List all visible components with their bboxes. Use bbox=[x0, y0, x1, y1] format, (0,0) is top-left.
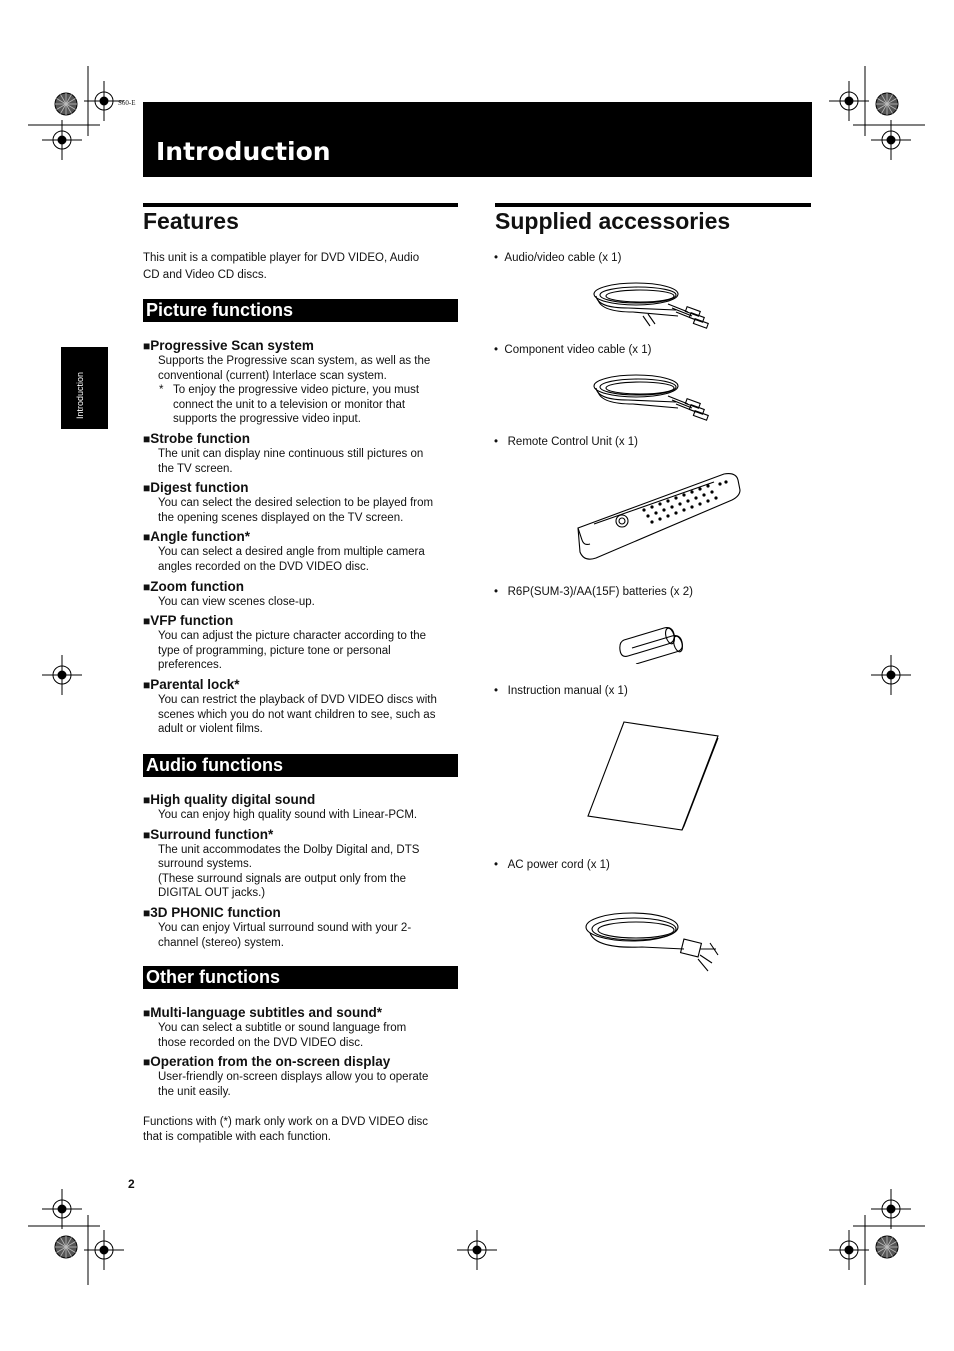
feature-item-description: You can enjoy high quality sound with Linear-PCM. bbox=[158, 809, 418, 821]
feature-item-description: You can restrict the playback of DVD VIDEO discs with scenes which you do not want children to see, such as adult or violent films. bbox=[158, 693, 437, 736]
footnote: Functions with (*) mark only work on a DVD VIDEO disc that is compatible with each function. bbox=[143, 1116, 429, 1143]
features-heading: Features bbox=[143, 208, 239, 234]
registration-crosshair bbox=[829, 81, 869, 121]
feature-item bbox=[143, 613, 463, 673]
component-video-cable-icon bbox=[588, 370, 718, 425]
feature-item bbox=[143, 579, 463, 610]
registration-crosshair bbox=[42, 1189, 82, 1229]
bullet-square-icon: ■ bbox=[143, 431, 151, 446]
bullet-square-icon: ■ bbox=[143, 905, 151, 920]
picture-functions-heading: Picture functions bbox=[143, 299, 458, 322]
other-functions-list bbox=[143, 1005, 458, 1103]
feature-item-description: The unit can display nine continuous still pictures on the TV screen. bbox=[158, 447, 424, 475]
feature-item-title: ■Angle function* bbox=[143, 529, 250, 545]
feature-item-description: You can select a desired angle from multiple camera angles recorded on the DVD VIDEO disc. bbox=[158, 546, 425, 573]
feature-item bbox=[143, 480, 463, 525]
feature-item bbox=[143, 529, 463, 574]
bullet-square-icon: ■ bbox=[143, 481, 151, 496]
bullet-square-icon: ■ bbox=[143, 793, 151, 807]
remote-control-icon bbox=[574, 466, 744, 566]
accessory-item: • Component video cable (x 1) bbox=[494, 344, 652, 356]
feature-item-title: ■Surround function* bbox=[143, 826, 274, 842]
feature-item-title: ■Zoom function bbox=[143, 578, 244, 594]
feature-item bbox=[143, 1054, 458, 1099]
registration-dial bbox=[876, 1236, 898, 1258]
feature-item-title: ■Multi-language subtitles and sound* bbox=[143, 1005, 383, 1020]
asterisk-marker: * bbox=[159, 384, 164, 397]
registration-crosshair bbox=[457, 1230, 497, 1270]
feature-item-description: You can adjust the picture character according to the type of programming, picture tone or personal preferences. bbox=[158, 630, 427, 672]
bullet-square-icon: ■ bbox=[143, 1055, 151, 1070]
feature-item bbox=[143, 1005, 458, 1050]
accessory-item: • AC power cord (x 1) bbox=[494, 859, 610, 871]
bullet-square-icon: ■ bbox=[143, 677, 151, 692]
feature-item-description: Supports the Progressive scan system, as well as the conventional (current) Interlace scan system. bbox=[158, 355, 431, 382]
side-tab bbox=[61, 347, 108, 429]
registration-dial bbox=[55, 93, 77, 115]
side-tab-label: Introduction bbox=[75, 371, 85, 419]
feature-item bbox=[143, 431, 463, 476]
accessories-heading: Supplied accessories bbox=[495, 208, 731, 234]
page-number: 2 bbox=[128, 1177, 135, 1191]
bullet-square-icon: ■ bbox=[143, 614, 151, 629]
registration-crosshair bbox=[871, 655, 911, 695]
bullet-square-icon: ■ bbox=[143, 579, 151, 594]
feature-item bbox=[143, 905, 458, 950]
registration-crosshair bbox=[871, 1189, 911, 1229]
feature-item-description: User-friendly on-screen displays allow you to operate the unit easily. bbox=[158, 1071, 429, 1098]
feature-item-title: ■High quality digital sound bbox=[143, 792, 316, 807]
accessory-item: • R6P(SUM-3)/AA(15F) batteries (x 2) bbox=[494, 586, 693, 598]
feature-item bbox=[143, 827, 458, 901]
audio-functions-heading: Audio functions bbox=[143, 754, 458, 777]
feature-item-title: ■VFP function bbox=[143, 613, 234, 629]
audio-functions-list bbox=[143, 792, 458, 954]
registration-dial bbox=[876, 93, 898, 115]
registration-crosshair bbox=[42, 120, 82, 160]
feature-item bbox=[143, 677, 463, 737]
feature-item-title: ■Operation from the on-screen display bbox=[143, 1054, 391, 1070]
batteries-icon bbox=[618, 622, 688, 664]
feature-item-title: ■Parental lock* bbox=[143, 676, 240, 692]
feature-item-title: ■Strobe function bbox=[143, 430, 250, 446]
features-intro: This unit is a compatible player for DVD VIDEO, Audio CD and Video CD discs. bbox=[143, 252, 420, 281]
feature-item-description: You can view scenes close-up. bbox=[158, 595, 315, 608]
picture-functions-list bbox=[143, 338, 463, 741]
registration-dial bbox=[55, 1236, 77, 1258]
feature-item-title: ■3D PHONIC function bbox=[143, 904, 281, 920]
page-code: S60-E bbox=[118, 99, 136, 107]
bullet-square-icon: ■ bbox=[143, 827, 151, 842]
page-title: Introduction bbox=[156, 137, 331, 166]
instruction-manual-icon bbox=[586, 720, 722, 832]
accessory-item: • Remote Control Unit (x 1) bbox=[494, 436, 638, 448]
feature-item bbox=[143, 792, 458, 823]
power-cord-icon bbox=[582, 905, 724, 977]
feature-item-note: * To enjoy the progressive video picture, you must connect the unit to a television or monitor that supports the progressive video input. bbox=[159, 384, 420, 426]
feature-item-description: You can enjoy Virtual surround sound with your 2- channel (stereo) system. bbox=[158, 921, 412, 949]
feature-item-description: You can select a subtitle or sound language from those recorded on the DVD VIDEO disc. bbox=[158, 1022, 407, 1049]
other-functions-heading: Other functions bbox=[143, 966, 458, 989]
bullet-square-icon: ■ bbox=[143, 530, 151, 545]
bullet-square-icon: ■ bbox=[143, 1006, 151, 1020]
registration-crosshair bbox=[84, 1230, 124, 1270]
feature-item-description: You can select the desired selection to be played from the opening scenes displayed on the TV screen. bbox=[158, 497, 434, 524]
feature-item-description: The unit accommodates the Dolby Digital and, DTS surround systems. (These surround signals are output only from the DIGITAL OUT jacks.) bbox=[158, 843, 420, 900]
bullet-square-icon: ■ bbox=[143, 339, 151, 353]
registration-crosshair bbox=[871, 120, 911, 160]
feature-item-title: ■Progressive Scan system bbox=[143, 338, 314, 353]
registration-crosshair bbox=[829, 1230, 869, 1270]
accessory-item: • Instruction manual (x 1) bbox=[494, 685, 628, 697]
feature-item bbox=[143, 338, 463, 427]
registration-crosshair bbox=[42, 655, 82, 695]
accessory-item: • Audio/video cable (x 1) bbox=[494, 252, 622, 264]
feature-item-title: ■Digest function bbox=[143, 480, 249, 496]
audio-video-cable-icon bbox=[588, 278, 718, 333]
